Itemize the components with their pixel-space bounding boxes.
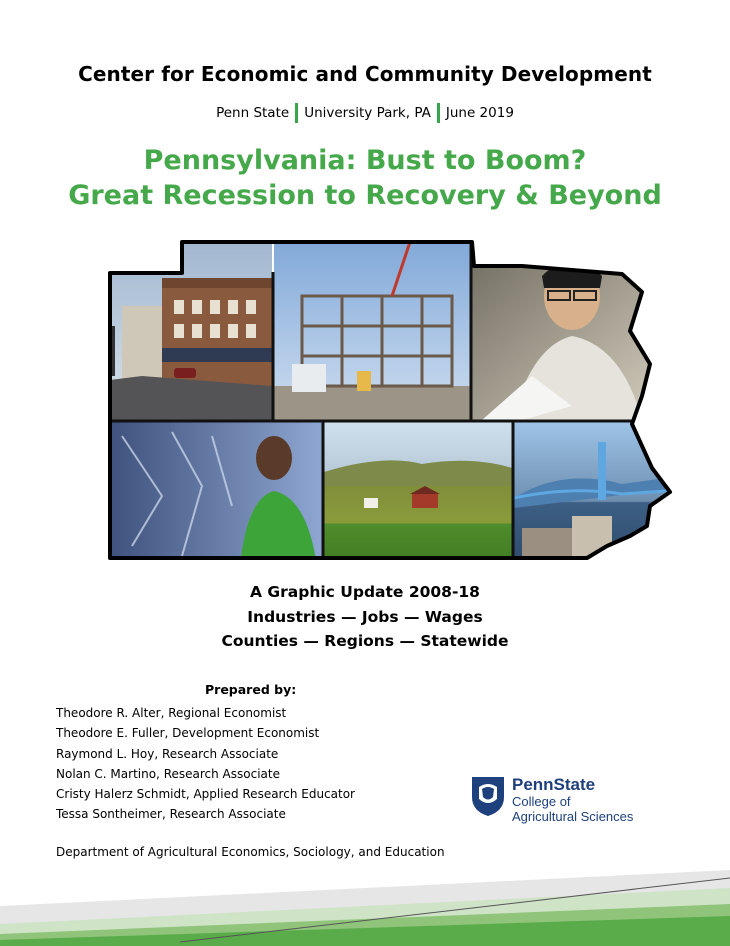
document-title-line-2: Great Recession to Recovery & Beyond bbox=[68, 180, 662, 211]
subtitle-line-1: A Graphic Update 2008-18 bbox=[250, 583, 480, 601]
subtitle-line-3: Counties — Regions — Statewide bbox=[221, 632, 509, 650]
author-item: Theodore R. Alter, Regional Economist bbox=[56, 706, 287, 720]
logo-wordmark: PennState bbox=[512, 775, 596, 794]
author-item: Raymond L. Hoy, Research Associate bbox=[56, 746, 279, 761]
penn-state-logo bbox=[470, 775, 660, 825]
prepared-by-heading: Prepared by: bbox=[205, 682, 297, 697]
byline-separator bbox=[295, 103, 298, 123]
main-street-photo bbox=[102, 236, 272, 420]
logo-college-line-1: College of bbox=[512, 794, 571, 809]
engineering-student-photo bbox=[102, 422, 322, 566]
center-title: Center for Economic and Community Development bbox=[78, 62, 652, 86]
byline-separator bbox=[437, 103, 440, 123]
author-item: Theodore E. Fuller, Development Economist bbox=[56, 726, 320, 741]
author-item: Cristy Halerz Schmidt, Applied Research Educator bbox=[56, 787, 355, 802]
byline-institution: Penn State bbox=[216, 105, 290, 121]
department-name: Department of Agricultural Economics, Sociology, and Education bbox=[56, 845, 445, 859]
subtitle-line-2: Industries — Jobs — Wages bbox=[247, 607, 483, 626]
author-item: Nolan C. Martino, Research Associate bbox=[56, 766, 280, 781]
construction-site-photo bbox=[274, 236, 470, 420]
footer-stripes bbox=[0, 870, 730, 946]
nittany-lion-shield-icon bbox=[470, 775, 506, 817]
report-subtitle bbox=[0, 580, 730, 654]
author-item: Tessa Sontheimer, Research Associate bbox=[56, 807, 286, 822]
author-list bbox=[56, 703, 355, 825]
byline bbox=[0, 103, 730, 123]
document-title-line-1: Pennsylvania: Bust to Boom? bbox=[143, 145, 587, 176]
byline-date: June 2019 bbox=[445, 105, 514, 121]
farmland-valley-photo bbox=[324, 422, 512, 566]
bridge-river-photo bbox=[514, 422, 680, 566]
byline-location: University Park, PA bbox=[304, 105, 431, 121]
lab-worker-photo bbox=[472, 236, 680, 420]
logo-college-line-2: Agricultural Sciences bbox=[512, 809, 634, 824]
pennsylvania-photo-map bbox=[102, 236, 680, 566]
